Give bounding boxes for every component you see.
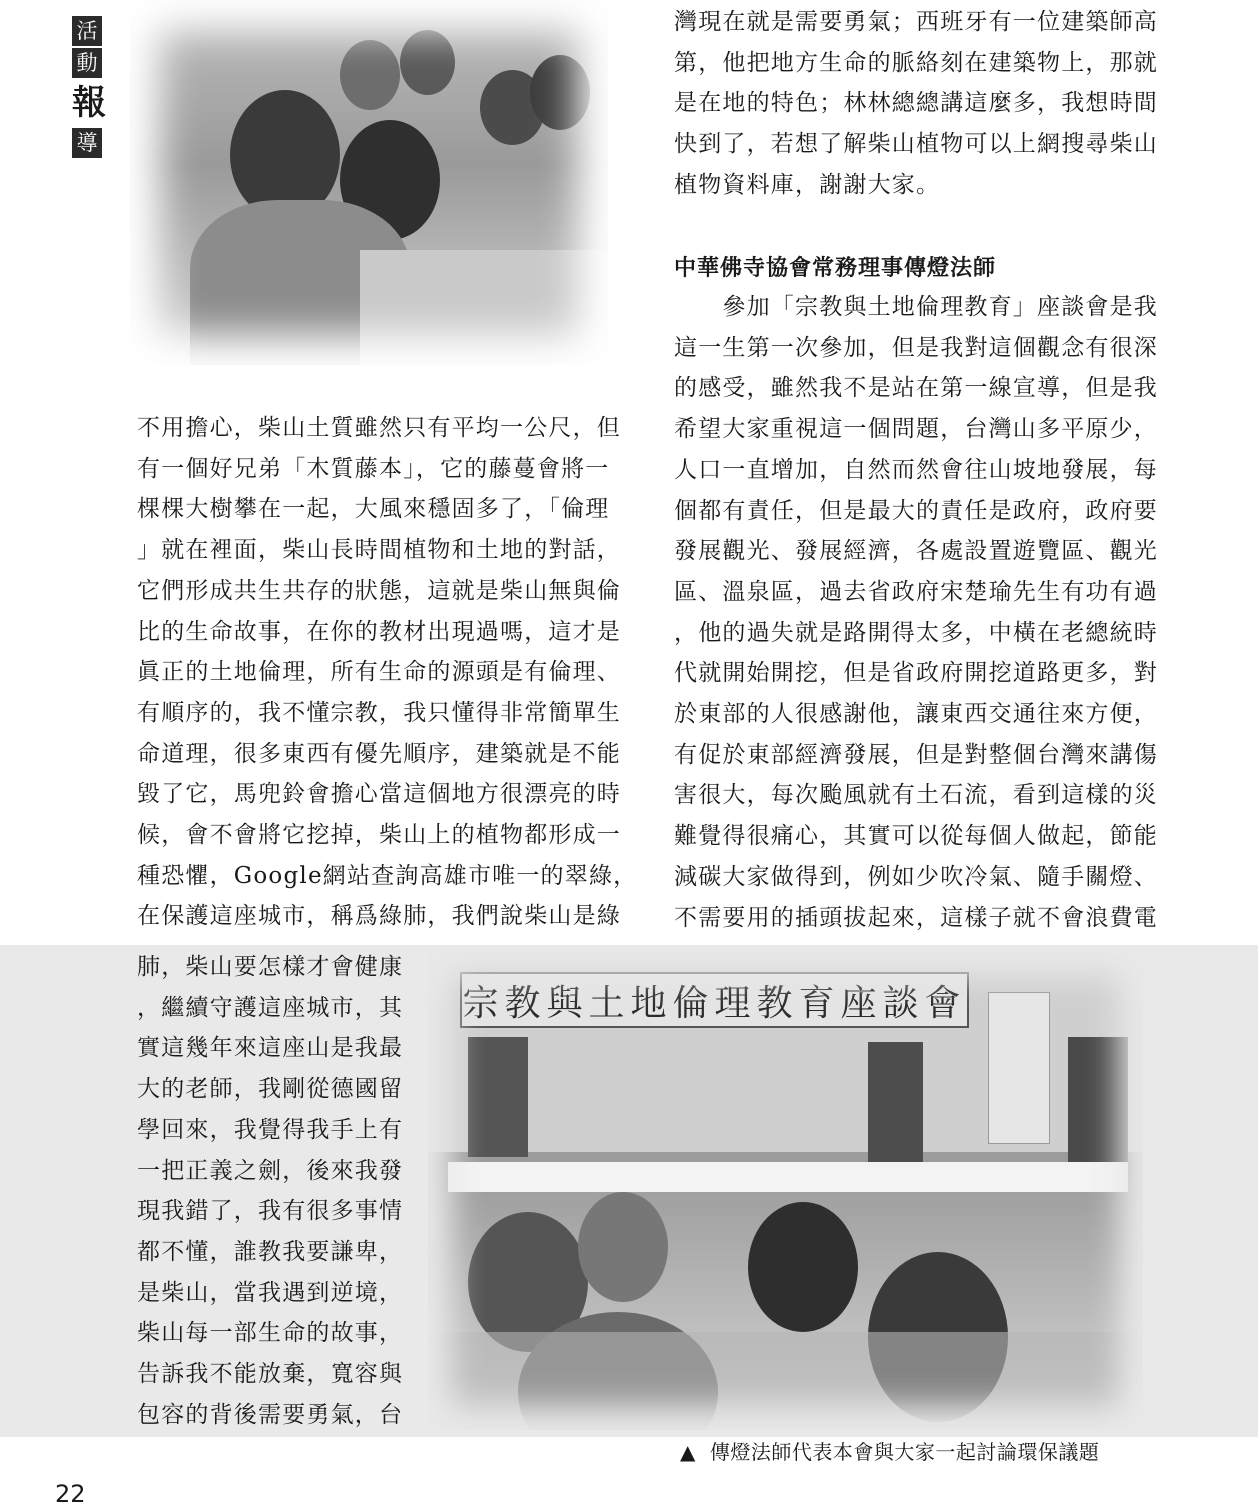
text-line: 實這幾年來這座山是我最 [137,1035,404,1062]
section-tag-char: 導 [72,128,102,158]
text-line: 柴山每一部生命的故事， [137,1320,404,1347]
text-line: 個都有責任，但是最大的責任是政府，政府要 [674,497,1158,524]
text-line: 它們形成共生共存的狀態，這就是柴山無與倫 [137,577,621,604]
section-tag-char: 報 [72,83,106,123]
seminar-banner: 宗教與土地倫理教育座談會 [460,972,969,1028]
section-tag-char: 活 [72,16,102,46]
text-line: 灣現在就是需要勇氣；西班牙有一位建築師高 [674,9,1158,35]
section-tag-char: 動 [72,48,102,78]
text-line: 告訴我不能放棄，寬容與 [137,1361,404,1388]
text-line: 包容的背後需要勇氣，台 [137,1401,404,1428]
text-line: 於東部的人很感謝他，讓東西交通往來方便， [674,701,1158,728]
text-line: 學回來，我覺得我手上有 [137,1116,404,1143]
right-column-text [674,2,1158,206]
text-line: 是在地的特色；林林總總講這麼多，我想時間 [674,90,1158,117]
meeting-attendees-photo [130,0,608,365]
photo-caption [680,1436,1099,1465]
text-line: 參加「宗教與土地倫理教育」座談會是我 [674,294,1158,320]
text-line: 有促於東部經濟發展，但是對整個台灣來講傷 [674,741,1158,768]
text-line: 代就開始開挖，但是省政府開挖道路更多，對 [674,660,1158,687]
text-line: 這一生第一次參加，但是我對這個觀念有很深 [674,334,1158,361]
text-line: 現我錯了，我有很多事情 [137,1198,404,1225]
text-line: 」就在裡面，柴山長時間植物和土地的對話， [137,537,621,564]
text-line: 難覺得很痛心，其實可以從每個人做起，節能 [674,823,1158,850]
triangle-icon: ▲ [680,1440,696,1464]
text-line: 植物資料庫，謝謝大家。 [674,171,941,198]
caption-text: 傳燈法師代表本會與大家一起討論環保議題 [709,1440,1100,1464]
section-tag [70,16,104,160]
text-line: 減碳大家做得到，例如少吹冷氣、隨手關燈、 [674,863,1158,890]
text-line: 棵棵大樹攀在一起，大風來穩固多了，「倫理 [137,496,610,523]
text-line: 在保護這座城市，稱爲綠肺，我們說柴山是綠 [137,903,621,930]
text-line: 快到了，若想了解柴山植物可以上網搜尋柴山 [674,131,1158,158]
text-line: 有一個好兄弟「木質藤本」，它的藤蔓會將一 [137,455,610,482]
text-line: 有順序的，我不懂宗教，我只懂得非常簡單生 [137,699,621,726]
text-line: 第，他把地方生命的脈絡刻在建築物上，那就 [674,49,1158,76]
text-line: 命道理，很多東西有優先順序，建築就是不能 [137,740,621,767]
page-number: 22 [55,1480,86,1508]
text-line: 都不懂，誰教我要謙卑， [137,1238,404,1265]
section-heading: 中華佛寺協會常務理事傳燈法師 [674,256,997,281]
text-line: 發展觀光、發展經濟，各處設置遊覽區、觀光 [674,538,1158,565]
left-column-text [137,408,638,937]
text-line: ，他的過失就是路開得太多，中橫在老總統時 [674,619,1158,646]
text-line: 希望大家重視這一個問題，台灣山多平原少， [674,416,1158,443]
seminar-hall-photo [428,952,1143,1430]
text-line: ，繼續守護這座城市，其 [137,994,404,1021]
text-line: 不用擔心，柴山土質雖然只有平均一公尺，但 [137,415,621,441]
right-body-text [674,287,1158,938]
text-line: 肺，柴山要怎樣才會健康 [137,954,404,980]
text-line: 區、溫泉區，過去省政府宋楚瑜先生有功有過 [674,578,1158,605]
text-line: 不需要用的插頭拔起來，這樣子就不會浪費電 [674,904,1158,931]
text-line: 人口一直增加，自然而然會往山坡地發展，每 [674,456,1158,483]
text-line: 大的老師，我剛從德國留 [137,1076,404,1103]
text-line: 的感受，雖然我不是站在第一線宣導，但是我 [674,375,1158,402]
text-line: 候，會不會將它挖掉，柴山上的植物都形成一 [137,822,621,849]
left-narrow-text [137,947,407,1435]
text-line: 是柴山，當我遇到逆境， [137,1279,404,1306]
text-line: 比的生命故事，在你的教材出現過嗎，這才是 [137,618,621,645]
text-line: 毀了它，馬兜鈴會擔心當這個地方很漂亮的時 [137,781,621,808]
text-line: 眞正的土地倫理，所有生命的源頭是有倫理、 [137,659,621,686]
text-line: 害很大，每次颱風就有土石流，看到這樣的災 [674,782,1158,809]
text-line: 一把正義之劍，後來我發 [137,1157,404,1184]
text-line: 種恐懼，Google網站查詢高雄市唯一的翠綠， [137,862,638,889]
